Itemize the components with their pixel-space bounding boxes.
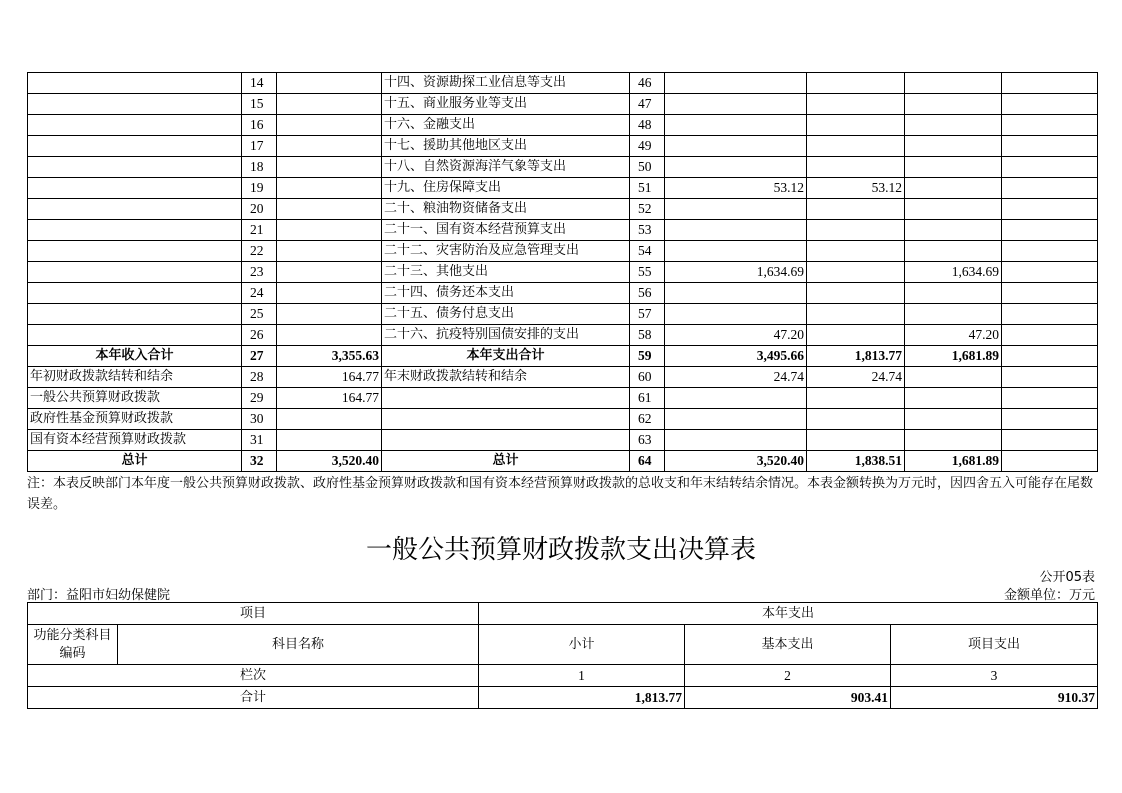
table-cell-c9 [1002,73,1098,94]
col-number-3: 3 [891,665,1098,687]
table-cell-c2: 26 [242,325,277,346]
table-cell-c6 [665,388,807,409]
table-cell-c8: 47.20 [905,325,1002,346]
table-cell-c4: 二十一、国有资本经营预算支出 [382,220,630,241]
table-cell-c1 [28,241,242,262]
table-cell-c8: 1,681.89 [905,346,1002,367]
table-cell-c7: 53.12 [807,178,905,199]
table-cell-c7 [807,325,905,346]
total-project: 910.37 [891,687,1098,709]
table-cell-c2: 31 [242,430,277,451]
table-cell-c8 [905,388,1002,409]
table-cell-c3 [277,283,382,304]
table-cell-c7 [807,115,905,136]
table-row [28,304,1098,325]
table-cell-c3 [277,73,382,94]
table-cell-c9 [1002,262,1098,283]
table-cell-c4: 二十三、其他支出 [382,262,630,283]
table-cell-c1: 年初财政拨款结转和结余 [28,367,242,388]
table-note: 注：本表反映部门本年度一般公共预算财政拨款、政府性基金预算财政拨款和国有资本经营预算财政拨款的总收支和年末结转结余情况。本表金额转换为万元时，因四舍五入可能存在尾数误差。 [27,476,1094,512]
table-cell-c4: 二十六、抗疫特别国债安排的支出 [382,325,630,346]
table-cell-c3 [277,430,382,451]
table-cell-c8 [905,115,1002,136]
table-cell-c6 [665,115,807,136]
table-cell-c9 [1002,136,1098,157]
table-cell-c4: 十六、金融支出 [382,115,630,136]
table-cell-c8 [905,199,1002,220]
table-cell-c3 [277,241,382,262]
table-cell-c6 [665,136,807,157]
total-subtotal: 1,813.77 [479,687,685,709]
table-cell-c1 [28,304,242,325]
table-cell-c6 [665,157,807,178]
table-cell-c4: 二十五、债务付息支出 [382,304,630,325]
table-cell-c7 [807,220,905,241]
table-row [28,136,1098,157]
table-cell-c6 [665,283,807,304]
table-cell-c1 [28,220,242,241]
table-cell-c1: 本年收入合计 [28,346,242,367]
table-cell-c7 [807,94,905,115]
table-cell-c8 [905,430,1002,451]
table-cell-c9 [1002,304,1098,325]
table-row [28,409,1098,430]
table-cell-c8 [905,94,1002,115]
table-cell-c9 [1002,115,1098,136]
table-row [28,367,1098,388]
header-code: 功能分类科目编码 [28,625,118,665]
table-cell-c5: 63 [630,430,665,451]
table-cell-c1: 一般公共预算财政拨款 [28,388,242,409]
table-cell-c1: 政府性基金预算财政拨款 [28,409,242,430]
table-row [28,388,1098,409]
table-cell-c2: 18 [242,157,277,178]
table-cell-c9 [1002,346,1098,367]
table-cell-c1 [28,157,242,178]
table-cell-c8 [905,241,1002,262]
table-cell-c5: 62 [630,409,665,430]
table-cell-c1: 总计 [28,451,242,472]
table-cell-c6: 1,634.69 [665,262,807,283]
table-cell-c5: 64 [630,451,665,472]
table-cell-c6: 3,495.66 [665,346,807,367]
table-cell-c3: 164.77 [277,388,382,409]
header-basic: 基本支出 [685,625,891,665]
table-cell-c7 [807,304,905,325]
table-cell-c4: 十七、援助其他地区支出 [382,136,630,157]
table-cell-c6 [665,409,807,430]
table-row [28,199,1098,220]
table-row [28,430,1098,451]
table-cell-c3 [277,304,382,325]
table-cell-c8 [905,304,1002,325]
header-row-1 [28,603,1098,625]
table-cell-c5: 60 [630,367,665,388]
table-cell-c3 [277,94,382,115]
table-cell-c3 [277,115,382,136]
table-cell-c6 [665,73,807,94]
table-cell-c2: 23 [242,262,277,283]
table-cell-c7 [807,241,905,262]
header-name: 科目名称 [118,625,479,665]
table-row [28,451,1098,472]
table-cell-c5: 56 [630,283,665,304]
income-expense-table [27,72,1098,472]
table-cell-c9 [1002,430,1098,451]
table-cell-c5: 57 [630,304,665,325]
table-cell-c4: 二十四、债务还本支出 [382,283,630,304]
table-cell-c2: 22 [242,241,277,262]
table-cell-c4: 二十二、灾害防治及应急管理支出 [382,241,630,262]
header-current-year: 本年支出 [479,603,1098,625]
table-cell-c5: 52 [630,199,665,220]
table-cell-c1 [28,262,242,283]
table-cell-c2: 21 [242,220,277,241]
table-cell-c8 [905,220,1002,241]
table-cell-c2: 19 [242,178,277,199]
table-cell-c2: 30 [242,409,277,430]
table-cell-c4: 十八、自然资源海洋气象等支出 [382,157,630,178]
table-cell-c5: 49 [630,136,665,157]
table-cell-c9 [1002,220,1098,241]
table-row [28,283,1098,304]
table-cell-c9 [1002,157,1098,178]
header-row-2 [28,625,1098,665]
table-cell-c9 [1002,94,1098,115]
table-cell-c9 [1002,388,1098,409]
table-cell-c6: 53.12 [665,178,807,199]
table-cell-c7 [807,430,905,451]
table-cell-c6: 24.74 [665,367,807,388]
table-cell-c7 [807,283,905,304]
table-cell-c1 [28,283,242,304]
table-cell-c2: 27 [242,346,277,367]
table-cell-c4: 十九、住房保障支出 [382,178,630,199]
table-cell-c5: 48 [630,115,665,136]
table-cell-c6 [665,241,807,262]
table-cell-c9 [1002,409,1098,430]
table-cell-c4 [382,409,630,430]
table-cell-c6 [665,199,807,220]
table-cell-c1 [28,115,242,136]
column-number-label: 栏次 [28,665,479,687]
table-cell-c6: 47.20 [665,325,807,346]
total-basic: 903.41 [685,687,891,709]
table-cell-c8 [905,73,1002,94]
table-row [28,220,1098,241]
table-cell-c5: 53 [630,220,665,241]
table-cell-c2: 24 [242,283,277,304]
page-title: 一般公共预算财政拨款支出决算表 [365,535,756,565]
table-cell-c1 [28,73,242,94]
table-cell-c8 [905,157,1002,178]
table-cell-c9 [1002,325,1098,346]
table-cell-c5: 51 [630,178,665,199]
total-row [28,687,1098,709]
col-number-2: 2 [685,665,891,687]
table-cell-c3: 3,355.63 [277,346,382,367]
table-cell-c9 [1002,367,1098,388]
table-cell-c2: 28 [242,367,277,388]
table-cell-c1 [28,94,242,115]
table-cell-c5: 47 [630,94,665,115]
table-row [28,346,1098,367]
table-row [28,157,1098,178]
table-cell-c2: 29 [242,388,277,409]
table-cell-c9 [1002,451,1098,472]
form-code: 公开05表 [1039,570,1095,585]
table-row [28,325,1098,346]
table-cell-c6 [665,220,807,241]
table-cell-c9 [1002,241,1098,262]
table-cell-c1: 国有资本经营预算财政拨款 [28,430,242,451]
table-cell-c3: 164.77 [277,367,382,388]
table-cell-c4: 二十、粮油物资储备支出 [382,199,630,220]
table-cell-c3: 3,520.40 [277,451,382,472]
table-cell-c3 [277,409,382,430]
table-cell-c3 [277,199,382,220]
table-cell-c5: 50 [630,157,665,178]
table-cell-c5: 54 [630,241,665,262]
table-cell-c1 [28,325,242,346]
table-cell-c3 [277,262,382,283]
table-cell-c7 [807,73,905,94]
table-cell-c9 [1002,283,1098,304]
table-cell-c8 [905,367,1002,388]
table-cell-c7 [807,199,905,220]
col-number-1: 1 [479,665,685,687]
table-cell-c6 [665,94,807,115]
table-cell-c3 [277,136,382,157]
table-cell-c1 [28,199,242,220]
department-label: 部门：益阳市妇幼保健院 [27,588,171,603]
table-cell-c2: 15 [242,94,277,115]
table-cell-c4: 本年支出合计 [382,346,630,367]
table-cell-c7: 1,813.77 [807,346,905,367]
table-cell-c5: 59 [630,346,665,367]
table-row [28,73,1098,94]
table-cell-c6 [665,304,807,325]
table-cell-c2: 32 [242,451,277,472]
table-row [28,178,1098,199]
table-cell-c7 [807,262,905,283]
table-cell-c4: 十四、资源勘探工业信息等支出 [382,73,630,94]
header-subtotal: 小计 [479,625,685,665]
table-cell-c2: 20 [242,199,277,220]
table-cell-c7 [807,388,905,409]
table-cell-c3 [277,325,382,346]
table-cell-c2: 16 [242,115,277,136]
table-cell-c9 [1002,199,1098,220]
header-item: 项目 [28,603,479,625]
table-cell-c5: 61 [630,388,665,409]
table-row [28,94,1098,115]
header-project: 项目支出 [891,625,1098,665]
table-cell-c4: 年末财政拨款结转和结余 [382,367,630,388]
table-row [28,241,1098,262]
table-cell-c4 [382,388,630,409]
table-cell-c4 [382,430,630,451]
table-cell-c8: 1,681.89 [905,451,1002,472]
table-cell-c7 [807,409,905,430]
table-cell-c3 [277,157,382,178]
table-cell-c7 [807,157,905,178]
table-cell-c4: 十五、商业服务业等支出 [382,94,630,115]
table-cell-c8: 1,634.69 [905,262,1002,283]
table-cell-c6 [665,430,807,451]
table-cell-c9 [1002,178,1098,199]
table-cell-c8 [905,178,1002,199]
table-cell-c3 [277,178,382,199]
table-cell-c1 [28,178,242,199]
table-cell-c8 [905,136,1002,157]
table-cell-c2: 25 [242,304,277,325]
table-cell-c7: 24.74 [807,367,905,388]
table-cell-c1 [28,136,242,157]
table-cell-c7: 1,838.51 [807,451,905,472]
table-cell-c5: 58 [630,325,665,346]
table-cell-c8 [905,283,1002,304]
unit-label: 金额单位：万元 [1003,588,1095,603]
general-budget-expense-table [27,602,1098,709]
total-label: 合计 [28,687,479,709]
table-cell-c3 [277,220,382,241]
table-cell-c5: 46 [630,73,665,94]
table-row [28,115,1098,136]
table-cell-c5: 55 [630,262,665,283]
table-row [28,262,1098,283]
column-number-row [28,665,1098,687]
table-cell-c6: 3,520.40 [665,451,807,472]
table-cell-c7 [807,136,905,157]
table-cell-c2: 17 [242,136,277,157]
table-cell-c4: 总计 [382,451,630,472]
table-cell-c2: 14 [242,73,277,94]
table-cell-c8 [905,409,1002,430]
